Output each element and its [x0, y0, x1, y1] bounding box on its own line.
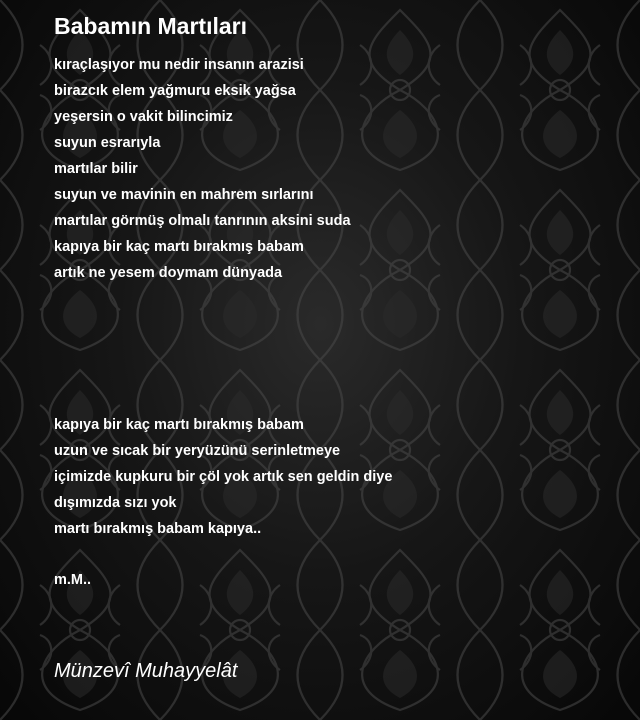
poem-line: yeşersin o vakit bilincimiz: [54, 109, 233, 125]
poem-signoff: m.M..: [54, 572, 92, 588]
poem-line: birazcık elem yağmuru eksik yağsa: [54, 83, 296, 99]
poem-title: Babamın Martıları: [54, 13, 247, 39]
poem-line: suyun ve mavinin en mahrem sırlarını: [54, 187, 314, 203]
poem-line: martı bırakmış babam kapıya..: [54, 521, 262, 537]
poem-author: Münzevî Muhayyelât: [54, 660, 238, 682]
poem-line: içimizde kupkuru bir çöl yok artık sen geldin diye: [54, 469, 393, 485]
poem-line: kıraçlaşıyor mu nedir insanın arazisi: [54, 57, 304, 73]
poem-line: suyun esrarıyla: [54, 135, 161, 151]
poem-content: [54, 0, 624, 720]
poem-stanza-2: [54, 412, 392, 542]
poem-line: martılar görmüş olmalı tanrının aksini suda: [54, 213, 351, 229]
poem-line: kapıya bir kaç martı bırakmış babam: [54, 417, 304, 433]
poem-line: martılar bilir: [54, 161, 138, 177]
poem-line: kapıya bir kaç martı bırakmış babam: [54, 239, 304, 255]
poem-stanza-1: [54, 52, 351, 286]
poem-line: dışımızda sızı yok: [54, 495, 177, 511]
poem-line: uzun ve sıcak bir yeryüzünü serinletmeye: [54, 443, 341, 459]
poem-line: artık ne yesem doymam dünyada: [54, 265, 283, 281]
